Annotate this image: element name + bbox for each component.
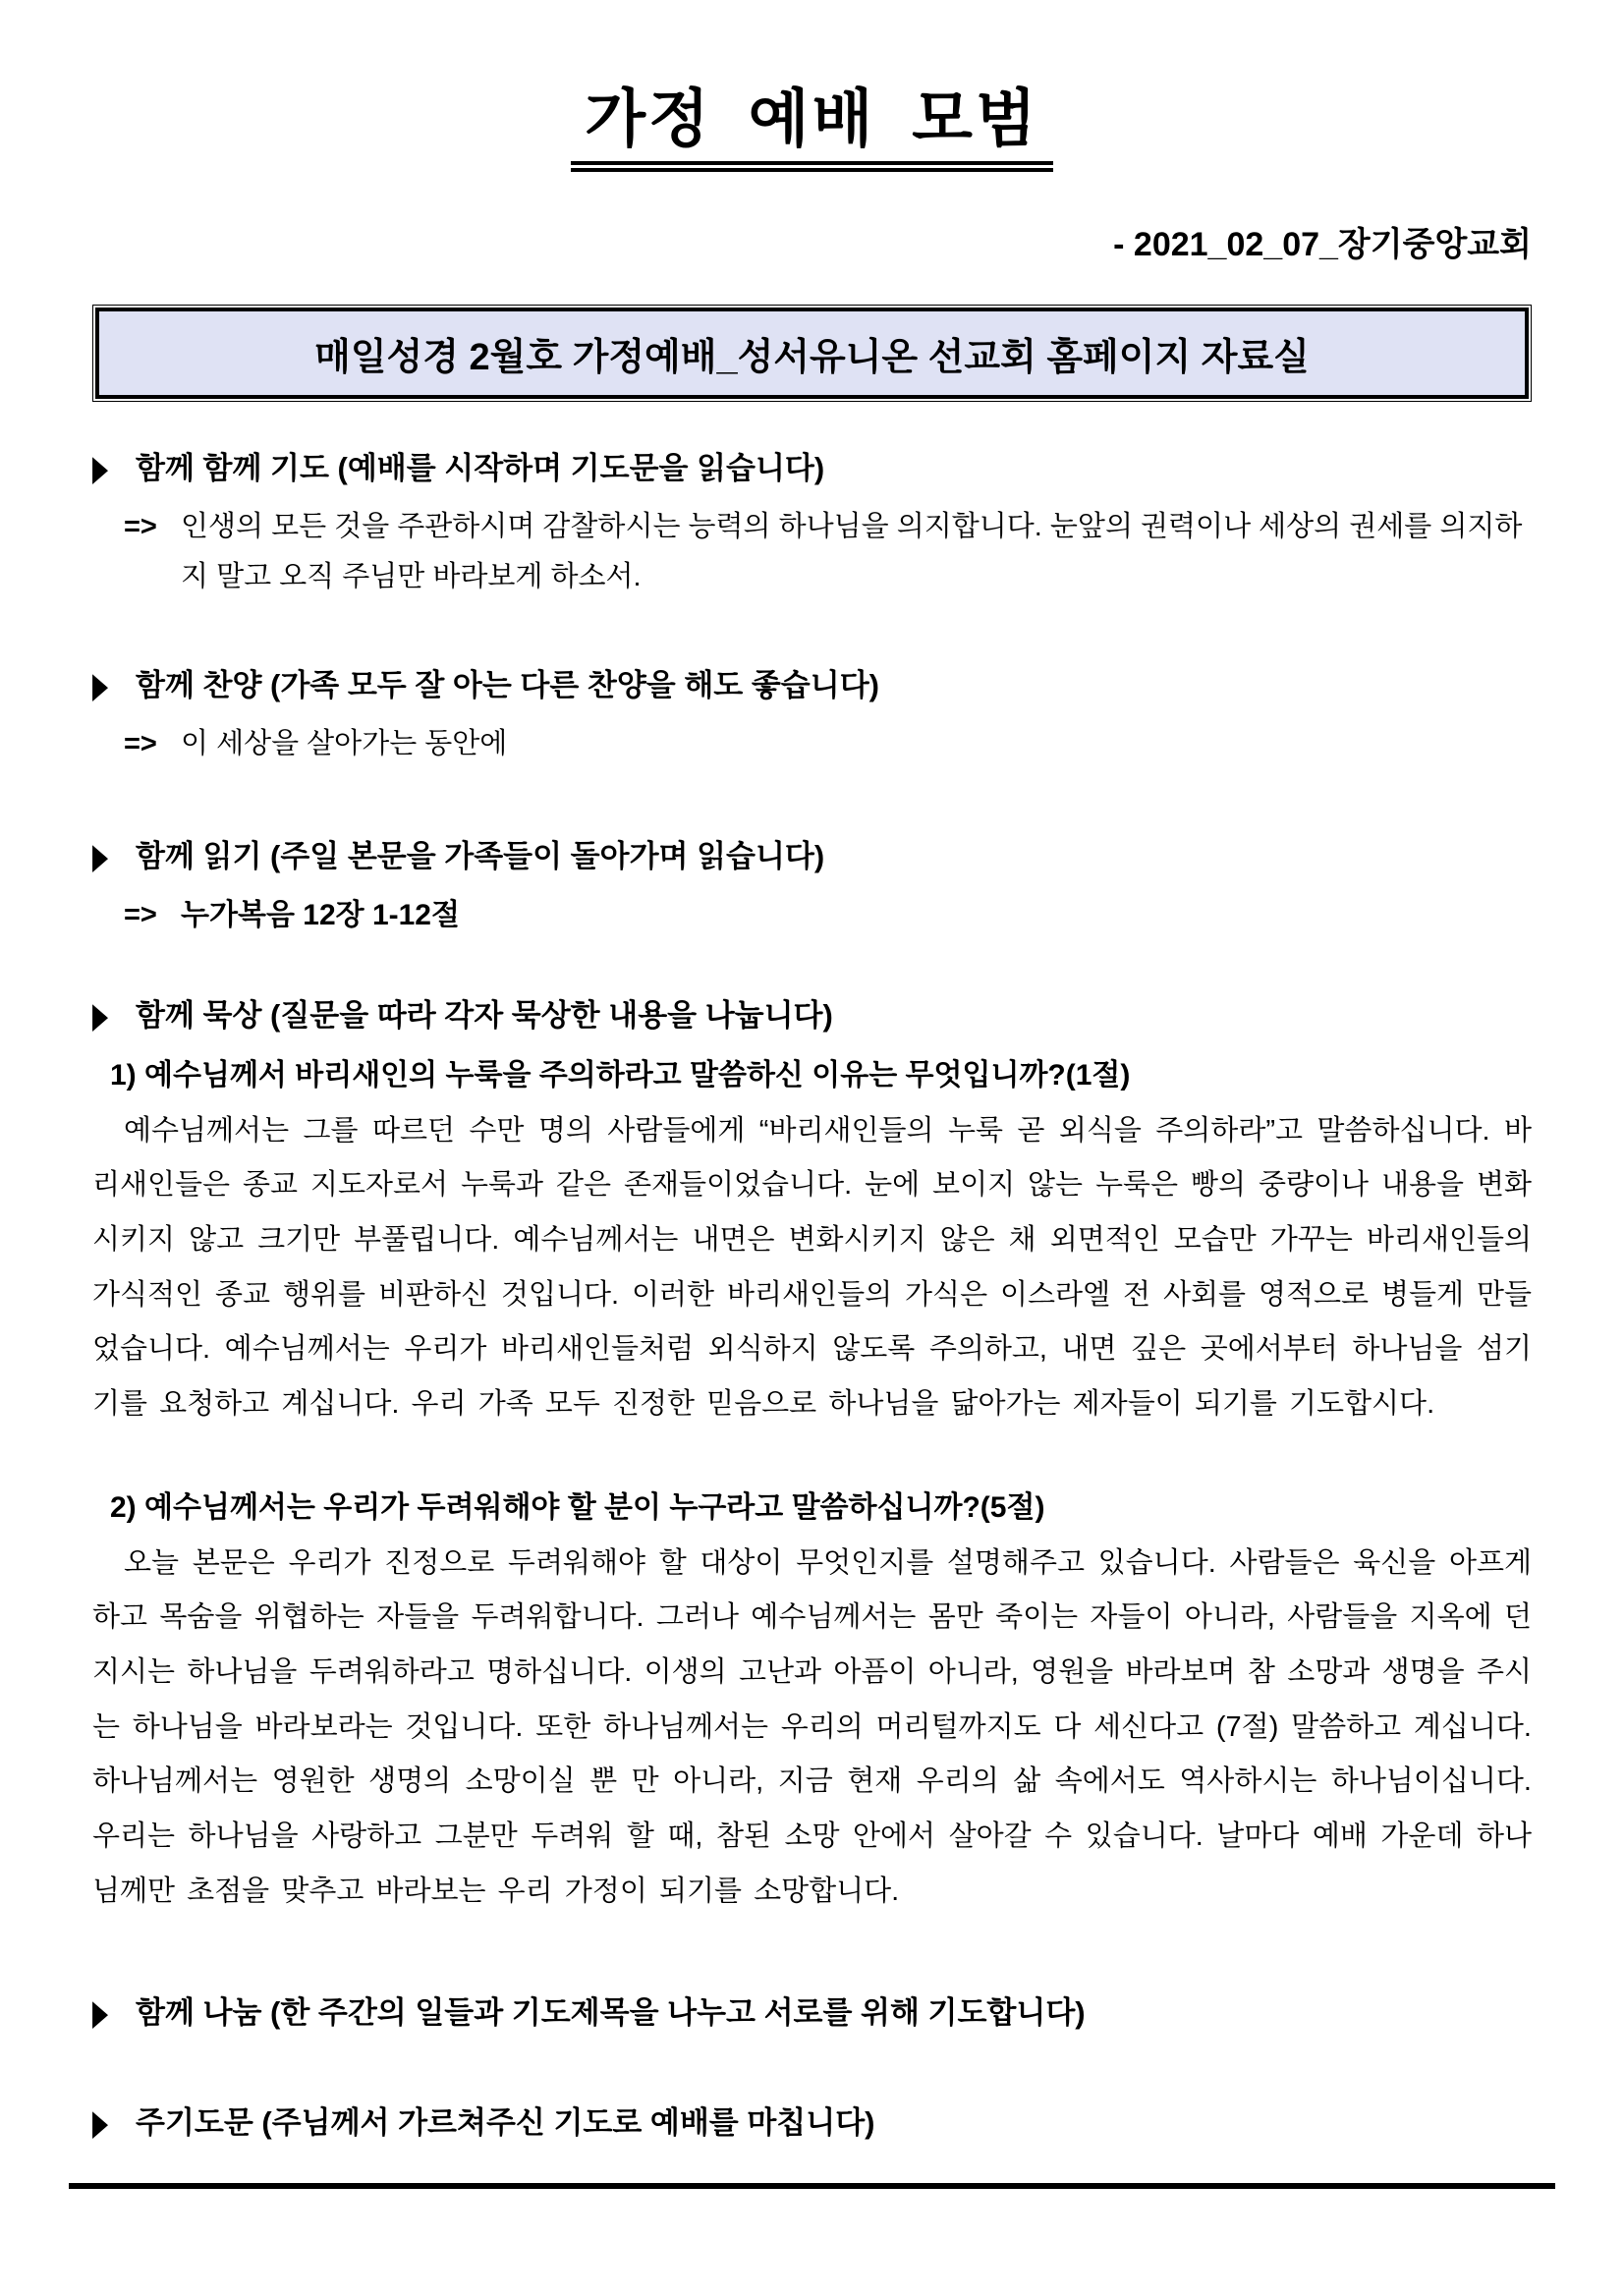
section-lords-prayer-heading	[92, 2101, 1532, 2144]
prayer-response-text: 인생의 모든 것을 주관하시며 감찰하시는 능력의 하나님을 의지합니다. 눈앞의 권력이나 세상의 권세를 의지하지 말고 오직 주님만 바라보게 하소서.	[181, 510, 1523, 592]
arrow-marker-icon: =>	[124, 898, 157, 930]
bullet-triangle-icon: ▶	[92, 837, 109, 877]
bullet-triangle-icon: ▶	[92, 996, 109, 1036]
page-title: 가정 예배 모범	[571, 84, 1053, 172]
section-reading-heading	[92, 835, 1532, 877]
section-praise-heading	[92, 664, 1532, 706]
section-sharing-heading-text: 함께 나눔 (한 주간의 일들과 기도제목을 나누고 서로를 위해 기도합니다)	[136, 1995, 1086, 2031]
section-sharing-heading	[92, 1991, 1532, 2034]
banner-box	[92, 305, 1532, 402]
section-prayer-heading	[92, 447, 1532, 489]
arrow-marker-icon: =>	[124, 510, 157, 542]
praise-response-text: 이 세상을 살아가는 동안에	[181, 727, 508, 759]
bullet-triangle-icon: ▶	[92, 449, 109, 489]
bullet-triangle-icon: ▶	[92, 2103, 109, 2144]
bottom-rule	[69, 2183, 1555, 2189]
arrow-marker-icon: =>	[124, 727, 157, 759]
doc-date-church: - 2021_02_07_장기중앙교회	[1113, 226, 1532, 264]
section-lords-prayer-heading-text: 주기도문 (주님께서 가르쳐주신 기도로 예배를 마칩니다)	[136, 2104, 875, 2140]
meditation-question-1: 1) 예수님께서 바리새인의 누룩을 주의하라고 말씀하신 이유는 무엇입니까?(1절)	[110, 1058, 1131, 1092]
section-praise-heading-text: 함께 찬양 (가족 모두 잘 아는 다른 찬양을 해도 좋습니다)	[136, 668, 879, 703]
praise-response-row	[92, 719, 1532, 769]
bullet-triangle-icon: ▶	[92, 666, 109, 706]
section-reading-heading-text: 함께 읽기 (주일 본문을 가족들이 돌아가며 읽습니다)	[136, 839, 825, 874]
reading-response-row	[92, 890, 1532, 942]
reading-passage-text: 누가복음 12장 1-12절	[181, 898, 460, 931]
prayer-response-row	[92, 502, 1532, 602]
bullet-triangle-icon: ▶	[92, 1993, 109, 2034]
section-meditation-heading-text: 함께 묵상 (질문을 따라 각자 묵상한 내용을 나눕니다)	[136, 998, 833, 1034]
title-block	[92, 0, 1532, 172]
section-meditation-heading	[92, 994, 1532, 1036]
meditation-question-2: 2) 예수님께서는 우리가 두려워해야 할 분이 누구라고 말씀하십니까?(5절)	[110, 1490, 1045, 1524]
meditation-answer-2: 오늘 본문은 우리가 진정으로 두려워해야 할 대상이 무엇인지를 설명해주고 있습니다. 사람들은 육신을 아프게 하고 목숨을 위협하는 자들을 두려워합니다. 그러나 예수님께서는 몸만 죽이는 자들이 아니라, 사람들을 지옥에 던지시는 하나님을 두려워하라고 명하십니다. 이생의 고난과 아픔이 아니라, 영원을 바라보며 참 소망과 생명을 주시는 하나님을 바라보라는 것입니다. 또한 하나님께서는 우리의 머리털까지도 다 세신다고 (7절) 말씀하고 계십니다. 하나님께서는 영원한 생명의 소망이실 뿐 만 아니라, 지금 현재 우리의 삶 속에서도 역사하시는 하나님이십니다. 우리는 하나님을 사랑하고 그분만 두려워 할 때, 참된 소망 안에서 살아갈 수 있습니다. 날마다 예배 가운데 하나님께만 초점을 맞추고 바라보는 우리 가정이 되기를 소망합니다.	[92, 1546, 1532, 1907]
section-prayer-heading-text: 함께 함께 기도 (예배를 시작하며 기도문을 읽습니다)	[136, 451, 825, 486]
banner-text: 매일성경 2월호 가정예배_성서유니온 선교회 홈페이지 자료실	[95, 308, 1529, 399]
meditation-answer-1: 예수님께서는 그를 따르던 수만 명의 사람들에게 “바리새인들의 누룩 곧 외식을 주의하라”고 말씀하십니다. 바리새인들은 종교 지도자로서 누룩과 같은 존재들이었습니다. 눈에 보이지 않는 누룩은 빵의 중량이나 내용을 변화시키지 않고 크기만 부풀립니다. 예수님께서는 내면은 변화시키지 않은 채 외면적인 모습만 가꾸는 바리새인들의 가식적인 종교 행위를 비판하신 것입니다. 이러한 바리새인들의 가식은 이스라엘 전 사회를 영적으로 병들게 만들었습니다. 예수님께서는 우리가 바리새인들처럼 외식하지 않도록 주의하고, 내면 깊은 곳에서부터 하나님을 섬기기를 요청하고 계십니다. 우리 가족 모두 진정한 믿음으로 하나님을 닮아가는 제자들이 되기를 기도합시다.	[92, 1114, 1532, 1421]
